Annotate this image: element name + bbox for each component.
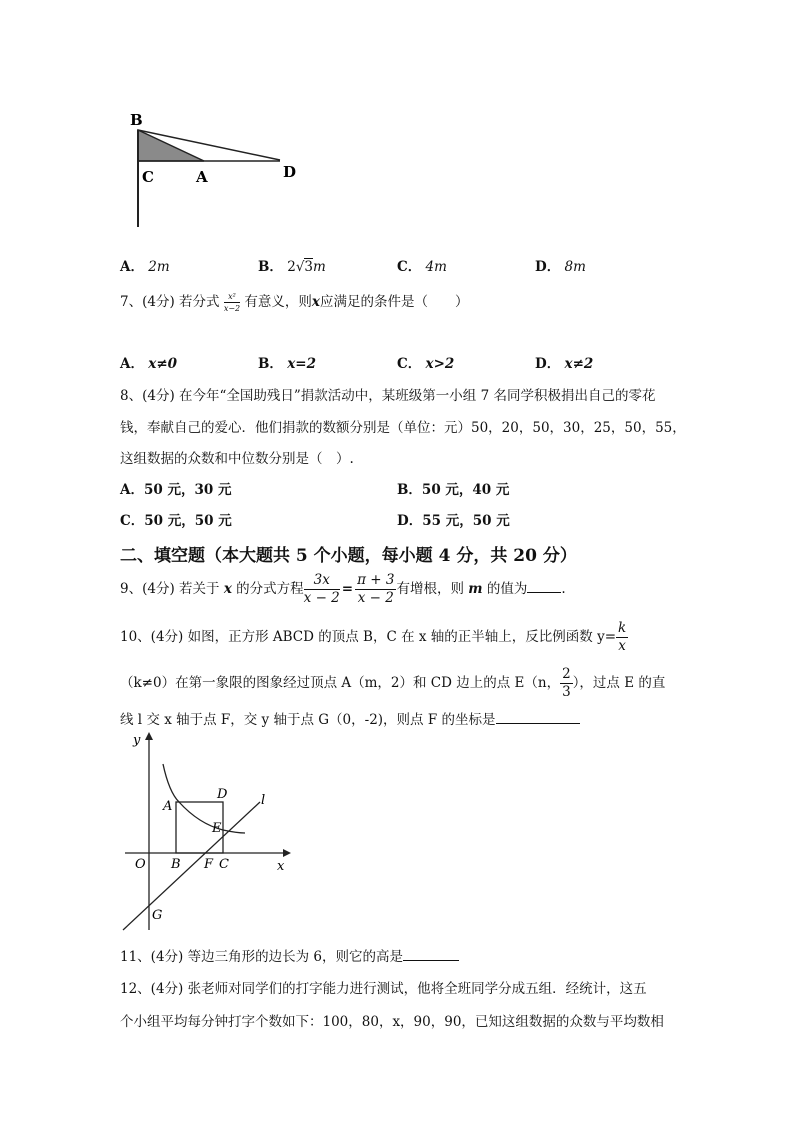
frac-numerator: x² — [224, 293, 240, 303]
option-text: 50 元，30 元 — [143, 482, 232, 498]
option-letter: D． — [535, 356, 561, 372]
q10-line1-text: 10、(4分) 如图，正方形 ABCD 的顶点 B，C 在 x 轴的正半轴上，反比例函数 y= — [120, 629, 617, 645]
q10-fraction-two-thirds — [560, 668, 573, 699]
q11-stem — [120, 945, 459, 965]
q11-answer-blank[interactable] — [403, 947, 459, 961]
frac-denominator: 3 — [562, 683, 571, 700]
label-x: x — [277, 859, 285, 874]
q8-option-c — [120, 509, 232, 529]
option-text: x>2 — [425, 356, 455, 372]
option-letter: D． — [397, 513, 423, 529]
q10-line3 — [120, 708, 580, 728]
hyperbola-curve — [163, 764, 245, 833]
option-letter: A． — [120, 259, 144, 275]
q9-stem-mid: 的分式方程 — [236, 581, 304, 597]
option-text: 4m — [425, 259, 447, 275]
q12-line1: 12、(4分) 张老师对同学们的打字能力进行测试，他将全班同学分成五组．经统计，这五 — [120, 981, 647, 997]
label-g: G — [152, 908, 163, 923]
sqrt-sign: √ — [295, 259, 305, 275]
frac-denominator: x − 2 — [303, 589, 340, 606]
label-e: E — [212, 821, 222, 836]
option-letter: D． — [535, 259, 561, 275]
q8-option-a — [120, 478, 231, 498]
q7-stem-end: 应满足的条件是（ ） — [319, 294, 469, 310]
q10-line2-text: （k≠0）在第一象限的图象经过顶点 A（m，2）和 CD 边上的点 E（n， — [120, 675, 561, 691]
frac-numerator: π + 3 — [357, 572, 395, 588]
option-text: 50 元，50 元 — [144, 513, 232, 529]
label-a: A — [163, 799, 173, 814]
q10-line3-text: 线 l 交 x 轴于点 F，交 y 轴于点 G（0，-2)，则点 F 的坐标是 — [120, 712, 496, 728]
label-c: C — [219, 857, 229, 872]
label-o: O — [135, 857, 146, 872]
q9-stem-post: 有增根，则 — [396, 581, 464, 597]
q10-line2-post: ），过点 E 的直 — [572, 675, 666, 691]
option-text: x=2 — [287, 356, 316, 372]
figure-triangle — [120, 105, 310, 230]
option-text: x≠2 — [564, 356, 594, 372]
q9-end-dot: . — [561, 581, 566, 597]
shaded-triangle — [138, 130, 204, 161]
q7-option-d — [535, 352, 593, 372]
option-letter: B． — [397, 482, 422, 498]
option-letter: C． — [397, 356, 422, 372]
q7-var: x — [311, 294, 320, 310]
frac-numerator: 2 — [562, 666, 571, 682]
q8-line3: 这组数据的众数和中位数分别是（ ）. — [120, 451, 354, 467]
frac-denominator: x − 2 — [357, 589, 394, 606]
option-letter: A． — [120, 482, 144, 498]
y-axis-arrow — [145, 732, 153, 740]
section-title-fill-in: 二、填空题（本大题共 5 个小题，每小题 4 分，共 20 分） — [120, 546, 577, 566]
x-axis-arrow — [283, 849, 291, 857]
option-letter: C． — [397, 259, 422, 275]
q9-stem — [120, 574, 566, 605]
q9-fraction-right — [355, 574, 396, 605]
label-b: B — [130, 111, 143, 129]
option-text: 8m — [564, 259, 586, 275]
q9-fraction-left — [304, 574, 340, 605]
q7-fraction — [224, 293, 240, 313]
option-letter: B． — [258, 356, 283, 372]
label-y: y — [133, 733, 141, 748]
q9-var2: m — [468, 581, 483, 597]
sqrt-radicand: 3 — [304, 259, 314, 275]
option-text: x≠0 — [148, 356, 178, 372]
q9-stem-pre: 9、(4分) 若关于 — [120, 581, 220, 597]
q8-option-d — [397, 509, 510, 529]
label-a: A — [196, 168, 208, 186]
q7-stem-post: 有意义，则 — [244, 294, 312, 310]
q7-option-b — [258, 352, 316, 372]
frac-numerator: 3x — [304, 574, 340, 590]
q9-stem-end: 的值为 — [486, 581, 528, 597]
option-letter: B． — [258, 259, 283, 275]
q8-line1: 8、(4分) 在今年“全国助残日”捐款活动中，某班级第一小组 7 名同学积极捐出自己的零花 — [120, 388, 656, 404]
figure-coordinate-plane — [115, 730, 295, 935]
label-d: D — [283, 163, 297, 181]
q9-answer-blank[interactable] — [527, 579, 561, 593]
label-b: B — [171, 857, 181, 872]
q7-option-c — [397, 352, 454, 372]
option-coef: 2 — [287, 259, 296, 275]
q6-option-b — [258, 255, 326, 275]
frac-denominator: x−2 — [223, 303, 241, 313]
q8-line2: 钱，奉献自己的爱心．他们捐款的数额分别是（单位：元）50，20，50，30，25，50，55， — [120, 420, 686, 436]
q7-stem-pre: 7、(4分) 若分式 — [120, 294, 220, 310]
q6-option-c — [397, 255, 447, 275]
q9-var: x — [223, 581, 232, 597]
label-l: l — [261, 793, 266, 808]
q10-fraction-k-over-x — [616, 622, 628, 653]
q6-option-a — [120, 255, 170, 275]
frac-denominator: x — [618, 637, 626, 654]
q7-option-a — [120, 352, 177, 372]
option-letter: C． — [120, 513, 145, 529]
q12-line2: 个小组平均每分钟打字个数如下：100，80，x，90，90，已知这组数据的众数与平均数相 — [120, 1014, 664, 1030]
option-text: 50 元，40 元 — [421, 482, 510, 498]
label-c: C — [142, 168, 154, 186]
q10-answer-blank[interactable] — [496, 710, 580, 724]
q11-text: 11、(4分) 等边三角形的边长为 6，则它的高是 — [120, 949, 403, 965]
q8-option-b — [397, 478, 509, 498]
q9-equals: = — [341, 581, 354, 597]
q10-line1 — [120, 622, 628, 653]
q7-stem — [120, 290, 468, 313]
option-unit: m — [313, 259, 326, 275]
label-d: D — [217, 787, 228, 802]
option-text: 55 元，50 元 — [422, 513, 510, 529]
option-letter: A． — [120, 356, 144, 372]
label-f: F — [204, 857, 214, 872]
q6-option-d — [535, 255, 586, 275]
option-text: 2m — [148, 259, 170, 275]
frac-numerator: k — [618, 620, 627, 636]
q10-line2 — [120, 668, 665, 699]
